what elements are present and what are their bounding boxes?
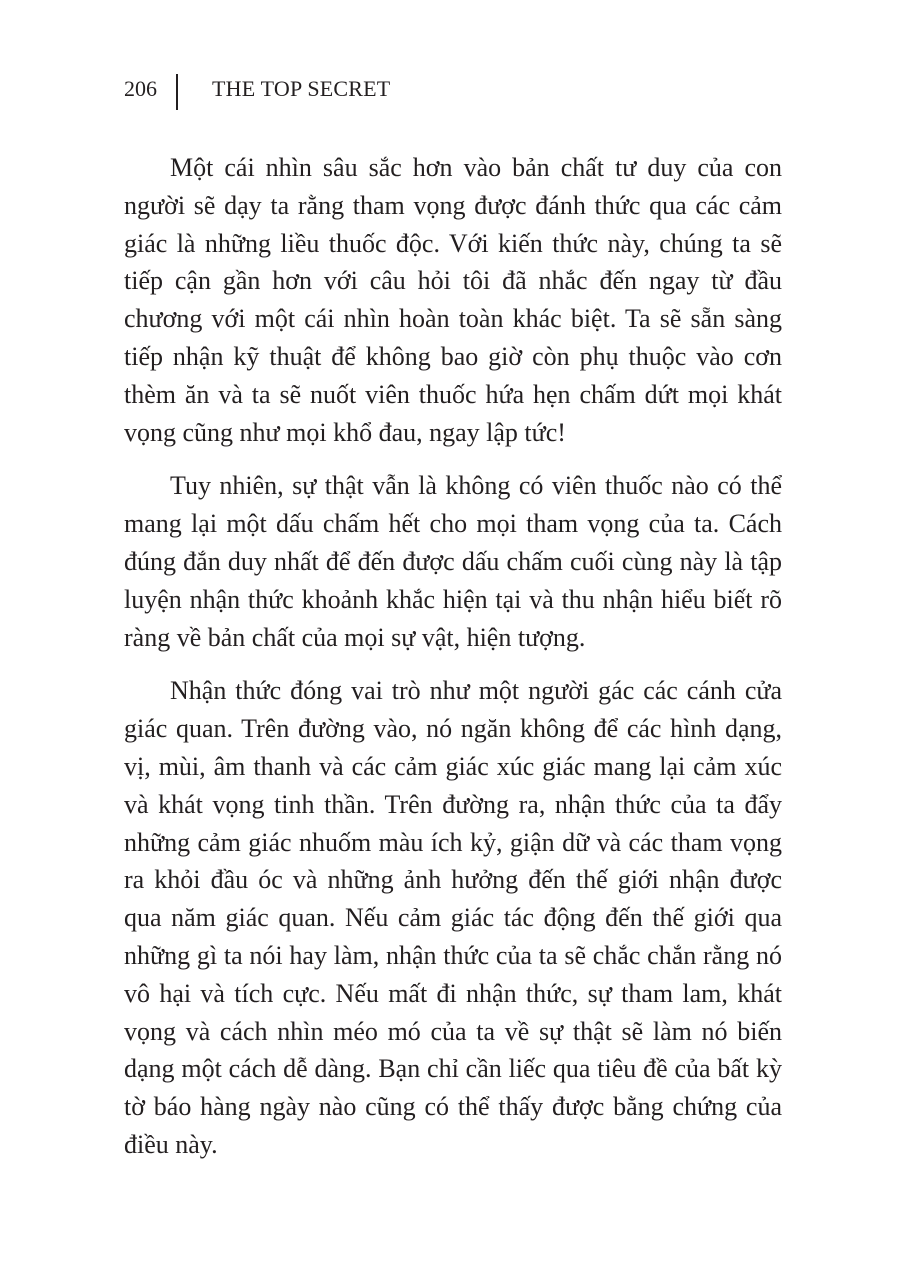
paragraph-3: Nhận thức đóng vai trò như một người gác các cánh cửa giác quan. Trên đường vào, nó ngăn không để các hình dạng, vị, mùi, âm thanh và các cảm giác xúc giác mang lại cảm xúc và khát vọng tinh thần. Trên đường ra, nhận thức của ta đẩy những cảm giác nhuốm màu ích kỷ, giận dữ và các tham vọng ra khỏi đầu óc và những ảnh hưởng đến thế giới nhận được qua năm giác quan. Nếu cảm giác tác động đến thế giới qua những gì ta nói hay làm, nhận thức của ta sẽ chắc chắn rằng nó vô hại và tích cực. Nếu mất đi nhận thức, sự tham lam, khát vọng và cách nhìn méo mó của ta về sự thật sẽ làm nó biến dạng một cách dễ dàng. Bạn chỉ cần liếc qua tiêu đề của bất kỳ tờ báo hàng ngày nào cũng có thể thấy được bằng chứng của điều này.	[124, 676, 782, 1159]
body-text	[124, 149, 782, 1180]
header-divider	[176, 74, 178, 110]
paragraph-2: Tuy nhiên, sự thật vẫn là không có viên thuốc nào có thể mang lại một dấu chấm hết cho mọi tham vọng của ta. Cách đúng đắn duy nhất để đến được dấu chấm cuối cùng này là tập luyện nhận thức khoảnh khắc hiện tại và thu nhận hiểu biết rõ ràng về bản chất của mọi sự vật, hiện tượng.	[124, 471, 782, 652]
running-header	[124, 74, 390, 110]
running-title: THE TOP SECRET	[212, 76, 391, 101]
page-number: 206	[124, 76, 157, 101]
paragraph-1: Một cái nhìn sâu sắc hơn vào bản chất tư duy của con người sẽ dạy ta rằng tham vọng được đánh thức qua các cảm giác là những liều thuốc độc. Với kiến thức này, chúng ta sẽ tiếp cận gần hơn với câu hỏi tôi đã nhắc đến ngay từ đầu chương với một cái nhìn hoàn toàn khác biệt. Ta sẽ sẵn sàng tiếp nhận kỹ thuật để không bao giờ còn phụ thuộc vào cơn thèm ăn và ta sẽ nuốt viên thuốc hứa hẹn chấm dứt mọi khát vọng cũng như mọi khổ đau, ngay lập tức!	[124, 153, 782, 447]
